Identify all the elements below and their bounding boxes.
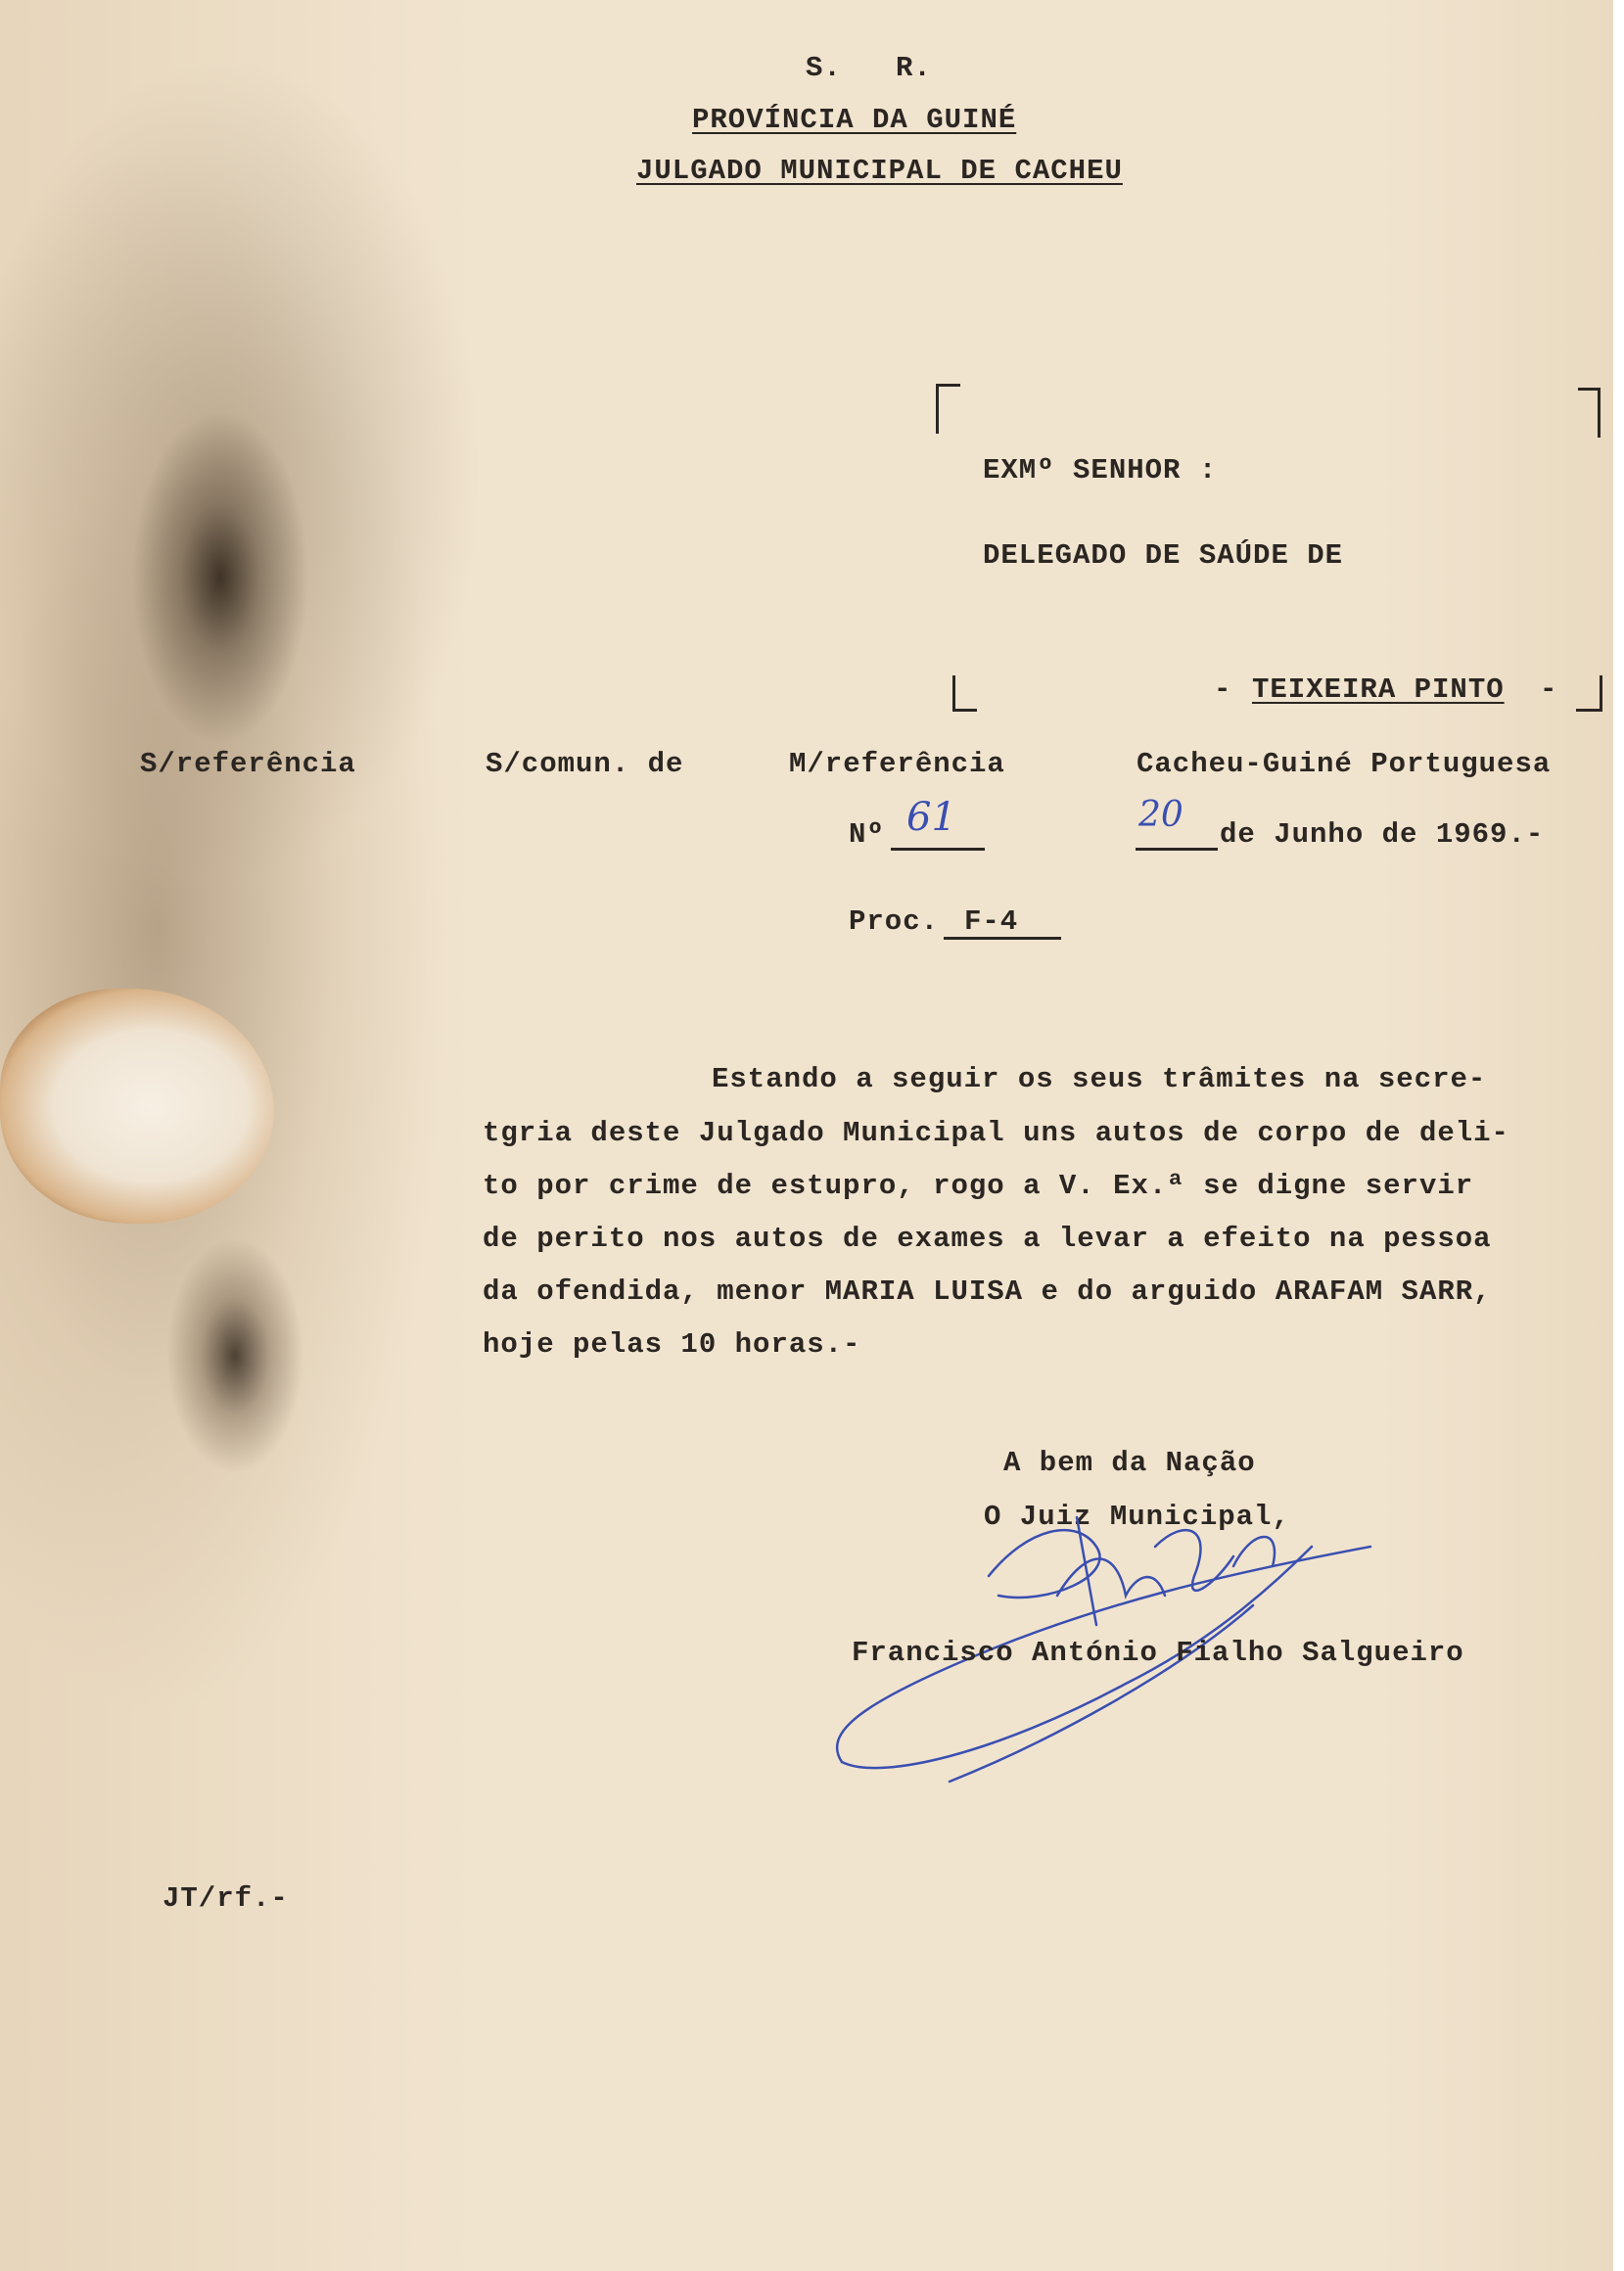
date-rest: de Junho de 1969.- [1220, 818, 1545, 851]
addressee-place: TEIXEIRA PINTO [1252, 673, 1505, 706]
header-province: PROVÍNCIA DA GUINÉ [692, 104, 1017, 136]
date-day-underline [1136, 848, 1218, 851]
ref-origin: Cacheu-Guiné Portuguesa [1137, 748, 1552, 780]
number-label: Nº [849, 818, 885, 851]
number-value: 61 [906, 795, 956, 840]
footer-initials: JT/rf.- [162, 1882, 289, 1915]
body-line-2: tgria deste Julgado Municipal uns autos de corpo de deli- [483, 1117, 1509, 1149]
bracket-top-right [1578, 388, 1601, 438]
closing-motto: A bem da Nação [1003, 1447, 1256, 1479]
proc-underline [944, 937, 1061, 940]
body-line-4: de perito nos autos de exames a levar a efeito na pessoa [483, 1223, 1492, 1255]
body-line-6: hoje pelas 10 horas.- [483, 1328, 861, 1361]
number-underline [891, 848, 985, 851]
bracket-top-left [936, 384, 960, 434]
body-line-5: da ofendida, menor MARIA LUISA e do arguido ARAFAM SARR, [483, 1275, 1492, 1308]
header-court: JULGADO MUNICIPAL DE CACHEU [636, 155, 1123, 187]
proc-value: F-4 [964, 905, 1019, 938]
ref-s-referencia: S/referência [140, 748, 356, 780]
addressee-title: DELEGADO DE SAÚDE DE [983, 539, 1344, 572]
header-sr: S. R. [806, 52, 932, 84]
proc-label: Proc. [849, 905, 940, 938]
addressee-salutation: EXMº SENHOR : [983, 454, 1218, 487]
body-line-1: Estando a seguir os seus trâmites na secre- [712, 1063, 1487, 1095]
closing-name: Francisco António Fialho Salgueiro [852, 1637, 1464, 1669]
date-day: 20 [1138, 795, 1183, 835]
ref-m-referencia: M/referência [789, 748, 1005, 780]
addressee-place-right-dash: - [1540, 673, 1558, 706]
addressee-place-left-dash: - [1214, 673, 1232, 706]
bracket-bottom-right [1576, 675, 1602, 712]
closing-role: O Juiz Municipal, [984, 1501, 1290, 1533]
ref-s-comun: S/comun. de [486, 748, 684, 780]
bracket-bottom-left [952, 675, 977, 712]
body-line-3: to por crime de estupro, rogo a V. Ex.ª se digne servir [483, 1170, 1474, 1202]
